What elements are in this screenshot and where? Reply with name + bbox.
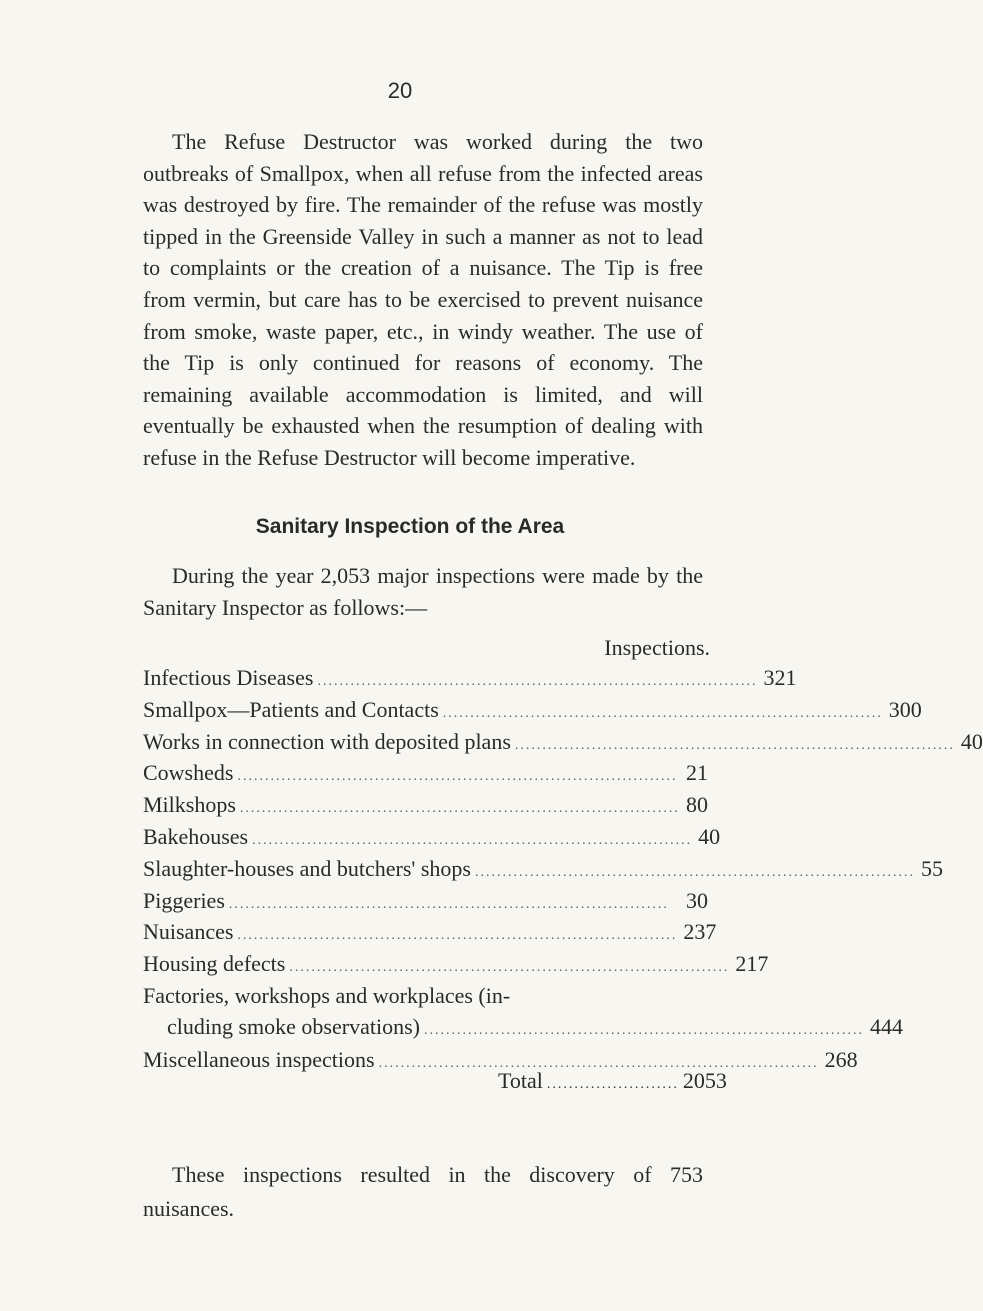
total-label: Total (498, 1068, 543, 1093)
leader-dots: ................................................................................ (237, 769, 678, 785)
leader-dots: ................................................................................ (252, 832, 693, 848)
table-row (143, 696, 922, 729)
table-row (143, 728, 983, 761)
row-label: Slaughter-houses and butchers' shops (143, 855, 471, 881)
row-label-continued (143, 1013, 903, 1045)
row-value: 30 (686, 887, 708, 913)
inspections-table (143, 665, 983, 1079)
leader-dots: ................................................................................ (514, 737, 955, 753)
row-value: 80 (686, 792, 708, 818)
total-row (498, 1068, 727, 1094)
row-value: 21 (686, 760, 708, 786)
row-label: cluding smoke observations) (167, 1013, 420, 1039)
table-row (143, 665, 797, 697)
row-value: 217 (735, 951, 769, 977)
table-row (143, 919, 717, 951)
row-value: 444 (869, 1013, 903, 1039)
table-row (143, 792, 708, 824)
leader-dots: ................................................................................ (289, 960, 730, 976)
row-label: Piggeries (143, 887, 225, 913)
leader-dots: ................................................................................ (423, 1022, 864, 1038)
leader-dots: ................................................................................ (442, 705, 883, 721)
total-value: 2053 (682, 1068, 727, 1093)
row-value: 268 (824, 1046, 858, 1072)
row-label: Cowsheds (143, 760, 234, 786)
row-value: 300 (888, 696, 922, 722)
row-label: Smallpox—Patients and Contacts (143, 696, 439, 722)
leader-dots: ................................................................................ (237, 928, 678, 944)
column-header: Inspections. (604, 635, 710, 660)
table-row (143, 888, 708, 920)
page-number: 20 (387, 78, 413, 103)
row-label: Housing defects (143, 951, 286, 977)
leader-dots: ................................................................................ (378, 1055, 819, 1071)
row-value: 237 (683, 919, 717, 945)
leader-dots: ................................................................................ (474, 864, 915, 880)
row-label: Works in connection with deposited plans (143, 728, 511, 754)
closing-paragraph: These inspections resulted in the discovery of 753 nuisances. (143, 1162, 703, 1221)
row-label: Bakehouses (143, 823, 249, 849)
table-row (143, 982, 903, 1045)
leader-dots: ................................................................................ (317, 674, 758, 689)
section-heading: Sanitary Inspection of the Area (255, 515, 565, 538)
row-label: Infectious Diseases (143, 665, 314, 690)
table-row (143, 951, 769, 983)
table-row (143, 823, 721, 856)
intro-paragraph: During the year 2,053 major inspections were made by the Sanitary Inspector as follows:— (143, 563, 703, 620)
row-label: Milkshops (143, 792, 236, 818)
leader-dots: ................................................................................ (239, 801, 680, 817)
row-value: 40 (698, 823, 721, 849)
row-value: 321 (763, 665, 797, 690)
row-label: Factories, workshops and workplaces (in- (143, 982, 511, 1008)
row-label: Miscellaneous inspections (143, 1046, 375, 1072)
row-label: Nuisances (143, 919, 234, 945)
refuse-paragraph: The Refuse Destructor was worked during the two outbreaks of Smallpox, when all refuse from the infected areas was destroyed by fire. The remainder of the refuse was mostly tipped in the Greenside Valley in such a manner as not to lead to complaints or the creation of a nuisance. The Tip is free from vermin, but care has to be exercised to prevent nuisance from smoke, waste paper, etc., in windy weather. The use of the Tip is only continued for reasons of economy. The remaining available accommodation is limited, and will eventually be exhausted when the resumption of dealing with refuse in the Refuse Destructor will become imperative. (143, 129, 703, 470)
table-row (143, 760, 708, 792)
leader-dots: ................................................................................ (228, 896, 669, 912)
leader-dots: ........................ (546, 1077, 679, 1092)
row-value: 55 (920, 855, 943, 881)
row-value: 40 (960, 728, 983, 754)
table-row (143, 855, 943, 888)
